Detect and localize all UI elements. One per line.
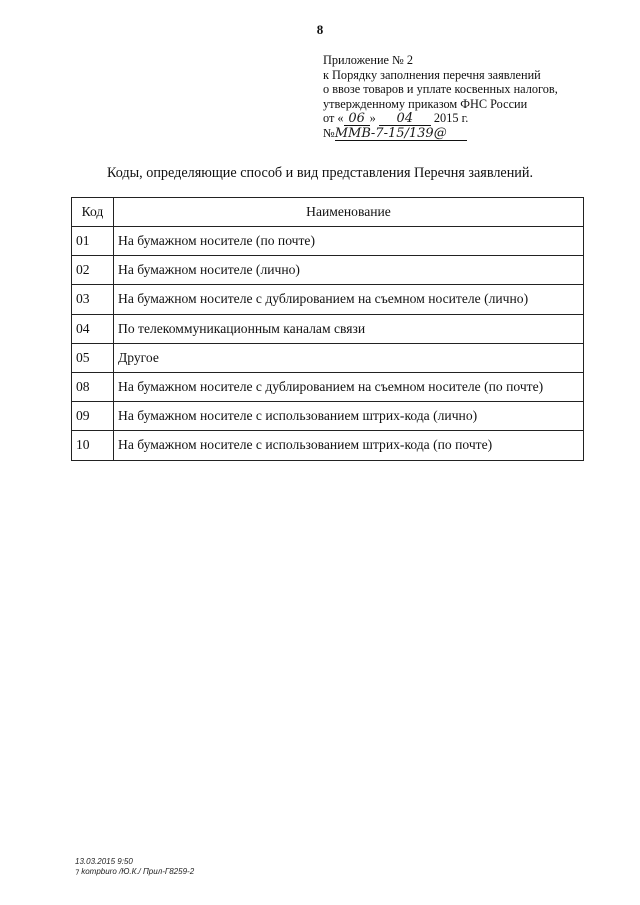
codes-table	[71, 197, 584, 461]
table-header-row	[72, 198, 584, 227]
row-code: 08	[72, 372, 114, 401]
row-code: 10	[72, 431, 114, 460]
table-row	[72, 285, 584, 314]
table-row	[72, 372, 584, 401]
header-code: Код	[72, 198, 114, 227]
date-mid: »	[369, 111, 376, 126]
row-name: На бумажном носителе (лично)	[114, 256, 584, 285]
table-caption: Коды, определяющие способ и вид представления Перечня заявлений.	[106, 165, 534, 181]
appendix-line-4: утвержденному приказом ФНС России	[323, 96, 528, 111]
footer-reference: ⁊ kompburo /Ю.К./ Прил-Г8259-2	[75, 867, 195, 876]
order-number: ММВ-7-15/139@	[335, 127, 467, 141]
appendix-title: Приложение № 2	[323, 53, 414, 67]
table-row	[72, 227, 584, 256]
table-row	[72, 256, 584, 285]
number-prefix: №	[323, 126, 335, 141]
table-row	[72, 402, 584, 431]
row-name: На бумажном носителе с дублированием на съемном носителе (по почте)	[114, 372, 584, 401]
date-prefix: от «	[323, 111, 344, 126]
row-name: По телекоммуникационным каналам связи	[114, 314, 584, 343]
header-name: Наименование	[114, 198, 584, 227]
table-row	[72, 431, 584, 460]
row-code: 01	[72, 227, 114, 256]
row-name: Другое	[114, 343, 584, 372]
row-name: На бумажном носителе с дублированием на съемном носителе (лично)	[114, 285, 584, 314]
row-code: 05	[72, 343, 114, 372]
appendix-line-3: о ввозе товаров и уплате косвенных налогов,	[323, 82, 558, 97]
page-number: 8	[316, 22, 324, 37]
appendix-date	[323, 111, 558, 126]
row-code: 02	[72, 256, 114, 285]
row-code: 03	[72, 285, 114, 314]
row-name: На бумажном носителе (по почте)	[114, 227, 584, 256]
row-code: 09	[72, 402, 114, 431]
appendix-header	[323, 53, 558, 141]
date-day: 06	[344, 112, 370, 126]
table-row	[72, 314, 584, 343]
row-name: На бумажном носителе с использованием штрих-кода (лично)	[114, 402, 584, 431]
row-code: 04	[72, 314, 114, 343]
row-name: На бумажном носителе с использованием штрих-кода (по почте)	[114, 431, 584, 460]
table-row	[72, 343, 584, 372]
document-footer	[75, 857, 194, 877]
footer-timestamp: 13.03.2015 9:50	[75, 857, 133, 866]
appendix-line-2: к Порядку заполнения перечня заявлений	[323, 67, 541, 82]
date-month: 04	[379, 112, 431, 126]
appendix-number	[323, 126, 558, 141]
date-year: 2015 г.	[433, 111, 469, 126]
